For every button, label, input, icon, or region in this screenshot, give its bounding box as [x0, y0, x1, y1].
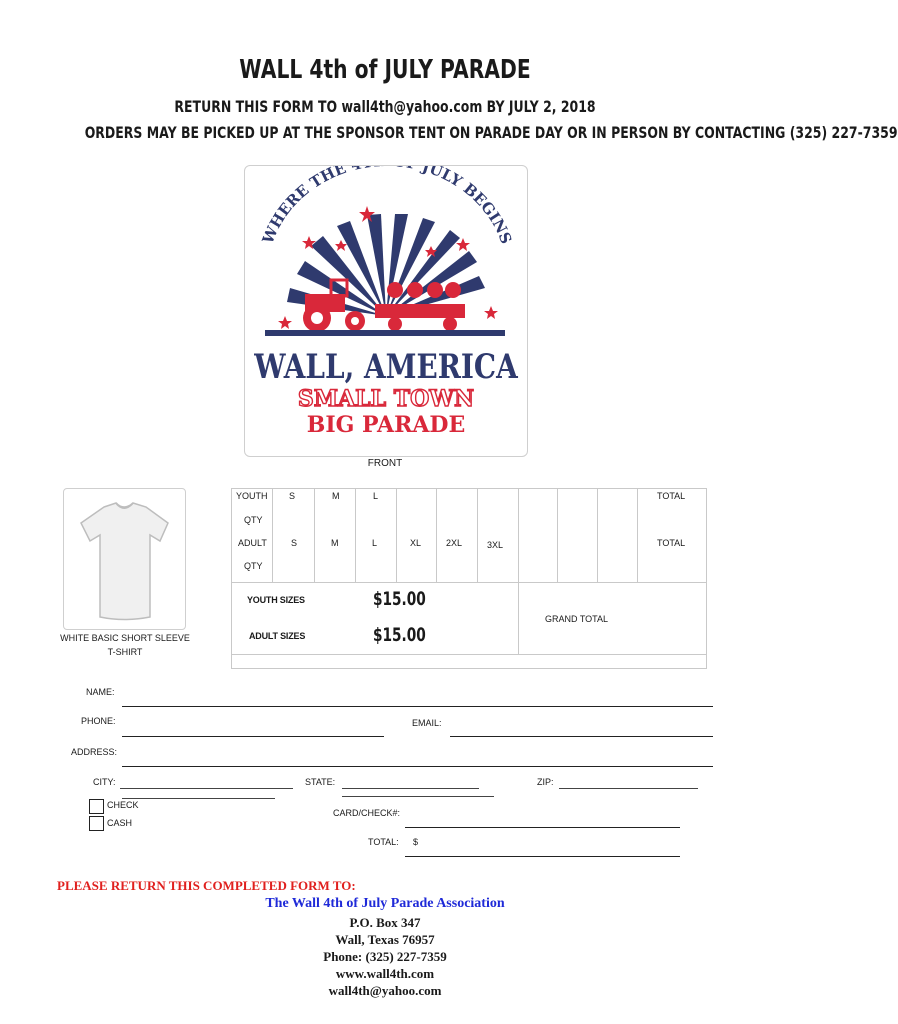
- logo-line2: SMALL TOWN: [297, 386, 475, 412]
- city-label: CITY:: [93, 777, 116, 787]
- table-border: [706, 488, 707, 668]
- email-field[interactable]: [450, 736, 713, 737]
- city-field[interactable]: [120, 788, 293, 789]
- cash-label: CASH: [107, 818, 133, 828]
- table-border: [231, 488, 232, 668]
- name-field[interactable]: [122, 706, 713, 707]
- youth-size-l: L: [373, 491, 379, 501]
- table-border: [231, 668, 707, 669]
- adult-qty-label: QTY: [244, 561, 263, 571]
- check-label: CHECK: [107, 800, 139, 810]
- adult-size-3xl: 3XL: [487, 540, 504, 550]
- adult-row-label: ADULT: [238, 538, 267, 548]
- table-border: [231, 488, 707, 489]
- table-divider: [231, 582, 707, 583]
- shirt-front-design: [244, 165, 528, 457]
- table-divider: [637, 488, 638, 582]
- total-field[interactable]: [405, 856, 680, 857]
- card-check-field[interactable]: [405, 827, 680, 828]
- youth-price: $15.00: [373, 588, 426, 610]
- address-field[interactable]: [122, 766, 713, 767]
- phone-contact: Phone: (325) 227-7359: [323, 949, 447, 964]
- youth-qty-label: QTY: [244, 515, 263, 525]
- address-label: ADDRESS:: [71, 747, 118, 757]
- logo-main-text: WALL, AMERICA: [254, 347, 518, 387]
- front-label: FRONT: [367, 458, 403, 469]
- table-divider: [436, 488, 437, 582]
- table-divider: [231, 654, 707, 655]
- adult-size-l: L: [372, 538, 378, 548]
- name-label: NAME:: [86, 687, 115, 697]
- adult-size-2xl: 2XL: [446, 538, 463, 548]
- shirt-caption: WHITE BASIC SHORT SLEEVE T-SHIRT: [60, 633, 190, 657]
- website-link[interactable]: www.wall4th.com: [335, 966, 435, 981]
- youth-row-label: YOUTH: [236, 491, 268, 501]
- email-link[interactable]: wall4th@yahoo.com: [328, 983, 442, 998]
- table-divider: [518, 488, 519, 654]
- phone-label: PHONE:: [81, 716, 116, 726]
- adult-sizes-label: ADULT SIZES: [249, 631, 306, 641]
- table-divider: [477, 488, 478, 582]
- adult-price: $15.00: [373, 624, 426, 646]
- return-instructions: RETURN THIS FORM TO wall4th@yahoo.com BY JULY 2, 2018: [174, 97, 596, 116]
- adult-size-s: S: [291, 538, 298, 548]
- association-name: The Wall 4th of July Parade Association: [265, 896, 505, 911]
- grand-total-label: GRAND TOTAL: [545, 614, 609, 624]
- state-label: STATE:: [305, 777, 336, 787]
- total-currency: $: [413, 837, 419, 847]
- form-title: WALL 4th of JULY PARADE: [239, 55, 531, 85]
- check-checkbox[interactable]: [89, 799, 104, 814]
- youth-size-m: M: [332, 491, 340, 501]
- adult-size-m: M: [331, 538, 339, 548]
- city-field-extension[interactable]: [122, 798, 275, 799]
- shirt-image: [63, 488, 186, 630]
- table-divider: [597, 488, 598, 582]
- youth-sizes-label: YOUTH SIZES: [247, 595, 305, 605]
- arc-slogan: WHERE THE JULY BEGINS: [258, 166, 516, 247]
- logo-line3: BIG PARADE: [306, 412, 466, 438]
- table-divider: [396, 488, 397, 582]
- table-divider: [557, 488, 558, 582]
- return-heading: PLEASE RETURN THIS COMPLETED FORM TO:: [57, 878, 356, 893]
- table-divider: [355, 488, 356, 582]
- cash-checkbox[interactable]: [89, 816, 104, 831]
- youth-total-label: TOTAL: [657, 491, 686, 501]
- email-label: EMAIL:: [412, 718, 442, 728]
- zip-field[interactable]: [559, 788, 698, 789]
- card-check-label: CARD/CHECK#:: [333, 808, 401, 818]
- zip-label: ZIP:: [537, 777, 554, 787]
- tshirt-icon: [64, 489, 185, 629]
- total-label: TOTAL:: [368, 837, 399, 847]
- adult-size-xl: XL: [410, 538, 422, 548]
- adult-total-label: TOTAL: [657, 538, 686, 548]
- phone-field[interactable]: [122, 736, 384, 737]
- youth-size-s: S: [289, 491, 296, 501]
- parade-logo: [245, 166, 527, 456]
- pickup-instructions: ORDERS MAY BE PICKED UP AT THE SPONSOR TENT ON PARADE DAY OR IN PERSON BY CONTACTING (325) 227-7359: [84, 123, 898, 142]
- state-field[interactable]: [342, 788, 479, 789]
- city-address: Wall, Texas 76957: [335, 932, 435, 947]
- table-divider: [272, 488, 273, 582]
- po-box: P.O. Box 347: [349, 915, 421, 930]
- table-divider: [314, 488, 315, 582]
- state-field-extension[interactable]: [342, 796, 494, 797]
